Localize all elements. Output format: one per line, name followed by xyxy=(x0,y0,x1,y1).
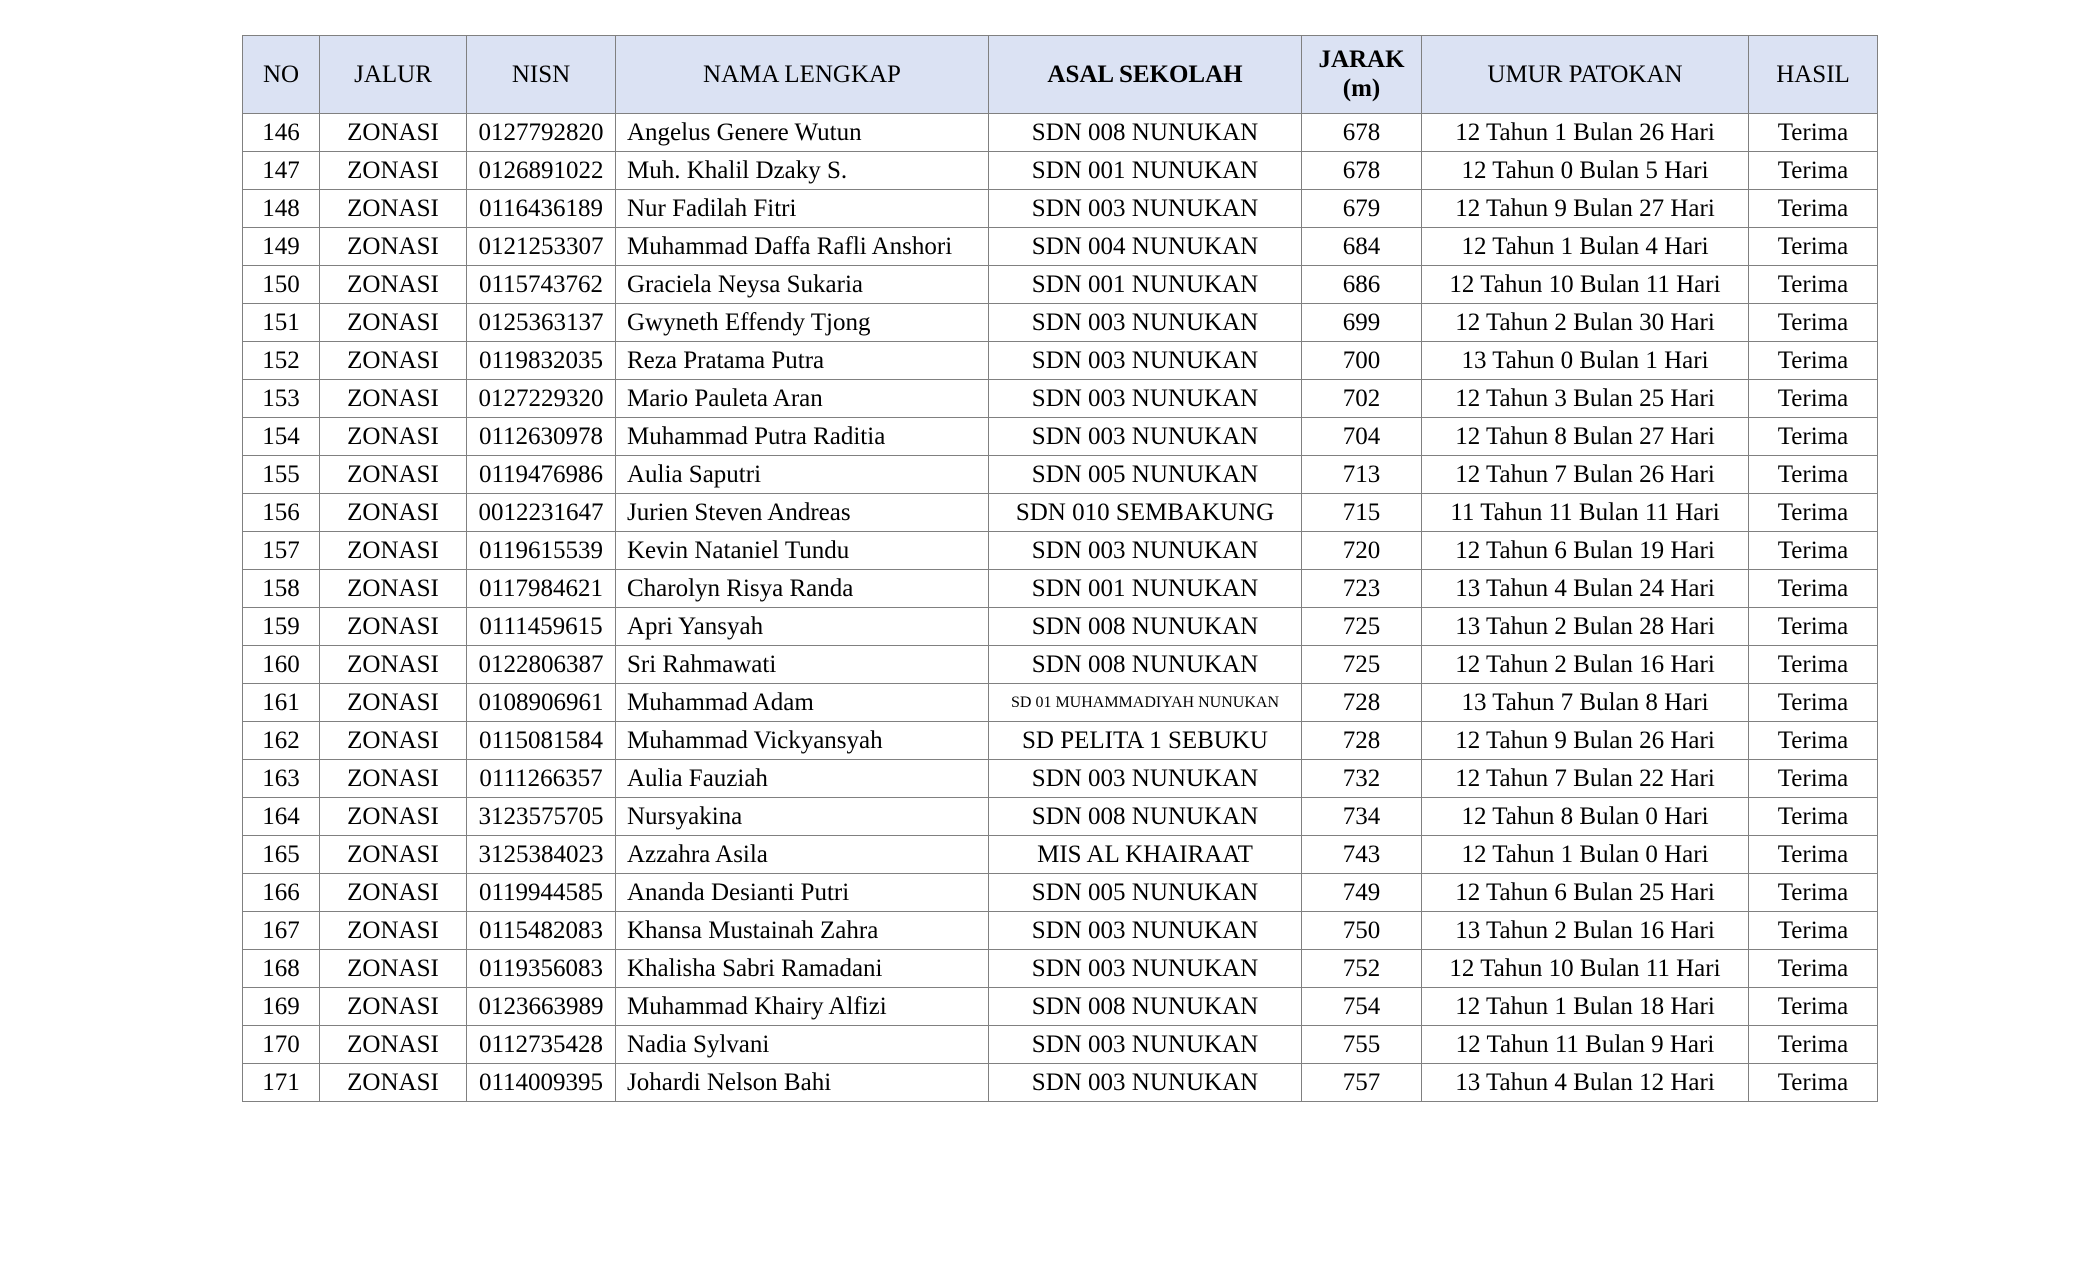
table-row xyxy=(243,342,1878,380)
cell-nama-lengkap: Nadia Sylvani xyxy=(616,1026,989,1064)
cell-jarak: 743 xyxy=(1302,836,1422,874)
cell-no: 170 xyxy=(243,1026,320,1064)
cell-umur-patokan: 12 Tahun 0 Bulan 5 Hari xyxy=(1422,152,1749,190)
cell-no: 161 xyxy=(243,684,320,722)
cell-hasil: Terima xyxy=(1749,912,1878,950)
admission-results-table xyxy=(242,35,1878,1102)
cell-asal-sekolah: SDN 008 NUNUKAN xyxy=(989,798,1302,836)
cell-jarak: 679 xyxy=(1302,190,1422,228)
table-row xyxy=(243,418,1878,456)
cell-jarak: 678 xyxy=(1302,152,1422,190)
cell-no: 162 xyxy=(243,722,320,760)
cell-umur-patokan: 12 Tahun 3 Bulan 25 Hari xyxy=(1422,380,1749,418)
cell-umur-patokan: 12 Tahun 7 Bulan 26 Hari xyxy=(1422,456,1749,494)
cell-jalur: ZONASI xyxy=(320,494,467,532)
cell-hasil: Terima xyxy=(1749,950,1878,988)
cell-nama-lengkap: Muhammad Putra Raditia xyxy=(616,418,989,456)
cell-nama-lengkap: Aulia Saputri xyxy=(616,456,989,494)
cell-no: 154 xyxy=(243,418,320,456)
cell-jarak: 750 xyxy=(1302,912,1422,950)
header-nama-lengkap: NAMA LENGKAP xyxy=(616,36,989,114)
cell-jarak: 684 xyxy=(1302,228,1422,266)
cell-nisn: 0115482083 xyxy=(467,912,616,950)
cell-jalur: ZONASI xyxy=(320,152,467,190)
cell-hasil: Terima xyxy=(1749,760,1878,798)
cell-nama-lengkap: Khansa Mustainah Zahra xyxy=(616,912,989,950)
cell-umur-patokan: 12 Tahun 1 Bulan 18 Hari xyxy=(1422,988,1749,1026)
cell-jalur: ZONASI xyxy=(320,228,467,266)
cell-asal-sekolah: SDN 003 NUNUKAN xyxy=(989,418,1302,456)
cell-nisn: 0121253307 xyxy=(467,228,616,266)
cell-hasil: Terima xyxy=(1749,608,1878,646)
table-row xyxy=(243,684,1878,722)
header-hasil: HASIL xyxy=(1749,36,1878,114)
header-no: NO xyxy=(243,36,320,114)
table-row xyxy=(243,570,1878,608)
cell-nama-lengkap: Charolyn Risya Randa xyxy=(616,570,989,608)
cell-umur-patokan: 12 Tahun 9 Bulan 27 Hari xyxy=(1422,190,1749,228)
cell-asal-sekolah: SD PELITA 1 SEBUKU xyxy=(989,722,1302,760)
cell-umur-patokan: 12 Tahun 8 Bulan 0 Hari xyxy=(1422,798,1749,836)
cell-jarak: 749 xyxy=(1302,874,1422,912)
cell-jarak: 734 xyxy=(1302,798,1422,836)
cell-umur-patokan: 12 Tahun 6 Bulan 19 Hari xyxy=(1422,532,1749,570)
cell-umur-patokan: 12 Tahun 6 Bulan 25 Hari xyxy=(1422,874,1749,912)
table-row xyxy=(243,304,1878,342)
cell-asal-sekolah: SDN 008 NUNUKAN xyxy=(989,646,1302,684)
cell-no: 151 xyxy=(243,304,320,342)
cell-umur-patokan: 12 Tahun 9 Bulan 26 Hari xyxy=(1422,722,1749,760)
cell-no: 157 xyxy=(243,532,320,570)
cell-nama-lengkap: Apri Yansyah xyxy=(616,608,989,646)
cell-hasil: Terima xyxy=(1749,798,1878,836)
cell-no: 167 xyxy=(243,912,320,950)
table-row xyxy=(243,456,1878,494)
header-jalur: JALUR xyxy=(320,36,467,114)
table-row xyxy=(243,722,1878,760)
table-row xyxy=(243,228,1878,266)
cell-hasil: Terima xyxy=(1749,456,1878,494)
cell-asal-sekolah: SDN 008 NUNUKAN xyxy=(989,988,1302,1026)
cell-hasil: Terima xyxy=(1749,1064,1878,1102)
cell-umur-patokan: 12 Tahun 2 Bulan 30 Hari xyxy=(1422,304,1749,342)
cell-nisn: 0119476986 xyxy=(467,456,616,494)
cell-umur-patokan: 12 Tahun 11 Bulan 9 Hari xyxy=(1422,1026,1749,1064)
table-row xyxy=(243,836,1878,874)
cell-asal-sekolah: SDN 008 NUNUKAN xyxy=(989,608,1302,646)
cell-jalur: ZONASI xyxy=(320,912,467,950)
cell-no: 152 xyxy=(243,342,320,380)
cell-umur-patokan: 13 Tahun 2 Bulan 16 Hari xyxy=(1422,912,1749,950)
cell-jalur: ZONASI xyxy=(320,456,467,494)
cell-asal-sekolah: SDN 003 NUNUKAN xyxy=(989,1064,1302,1102)
cell-jalur: ZONASI xyxy=(320,570,467,608)
cell-nama-lengkap: Jurien Steven Andreas xyxy=(616,494,989,532)
cell-jarak: 713 xyxy=(1302,456,1422,494)
cell-no: 148 xyxy=(243,190,320,228)
cell-jalur: ZONASI xyxy=(320,418,467,456)
table-row xyxy=(243,760,1878,798)
cell-jarak: 755 xyxy=(1302,1026,1422,1064)
cell-hasil: Terima xyxy=(1749,304,1878,342)
cell-asal-sekolah: SDN 003 NUNUKAN xyxy=(989,1026,1302,1064)
table-header-row xyxy=(243,36,1878,114)
cell-hasil: Terima xyxy=(1749,1026,1878,1064)
table-row xyxy=(243,950,1878,988)
table-row xyxy=(243,380,1878,418)
table-row xyxy=(243,152,1878,190)
cell-nisn: 0111266357 xyxy=(467,760,616,798)
cell-jalur: ZONASI xyxy=(320,532,467,570)
cell-asal-sekolah: SDN 001 NUNUKAN xyxy=(989,152,1302,190)
cell-jarak: 732 xyxy=(1302,760,1422,798)
cell-no: 171 xyxy=(243,1064,320,1102)
table-row xyxy=(243,532,1878,570)
cell-umur-patokan: 13 Tahun 4 Bulan 12 Hari xyxy=(1422,1064,1749,1102)
cell-jalur: ZONASI xyxy=(320,304,467,342)
table-row xyxy=(243,114,1878,152)
cell-hasil: Terima xyxy=(1749,988,1878,1026)
cell-jarak: 700 xyxy=(1302,342,1422,380)
cell-jarak: 720 xyxy=(1302,532,1422,570)
cell-no: 146 xyxy=(243,114,320,152)
cell-nisn: 0116436189 xyxy=(467,190,616,228)
cell-asal-sekolah: SDN 003 NUNUKAN xyxy=(989,760,1302,798)
table-row xyxy=(243,646,1878,684)
cell-nama-lengkap: Reza Pratama Putra xyxy=(616,342,989,380)
cell-nisn: 0119615539 xyxy=(467,532,616,570)
cell-jarak: 686 xyxy=(1302,266,1422,304)
header-jarak-label: JARAK xyxy=(1318,45,1405,73)
cell-umur-patokan: 11 Tahun 11 Bulan 11 Hari xyxy=(1422,494,1749,532)
table-row xyxy=(243,190,1878,228)
cell-umur-patokan: 13 Tahun 2 Bulan 28 Hari xyxy=(1422,608,1749,646)
cell-hasil: Terima xyxy=(1749,190,1878,228)
cell-jalur: ZONASI xyxy=(320,874,467,912)
cell-hasil: Terima xyxy=(1749,722,1878,760)
cell-jarak: 754 xyxy=(1302,988,1422,1026)
cell-asal-sekolah: SDN 003 NUNUKAN xyxy=(989,304,1302,342)
cell-nisn: 0127792820 xyxy=(467,114,616,152)
cell-jarak: 699 xyxy=(1302,304,1422,342)
table-row xyxy=(243,608,1878,646)
cell-hasil: Terima xyxy=(1749,874,1878,912)
cell-nisn: 0115081584 xyxy=(467,722,616,760)
cell-jarak: 715 xyxy=(1302,494,1422,532)
cell-no: 158 xyxy=(243,570,320,608)
cell-jarak: 702 xyxy=(1302,380,1422,418)
cell-hasil: Terima xyxy=(1749,532,1878,570)
cell-hasil: Terima xyxy=(1749,836,1878,874)
cell-no: 166 xyxy=(243,874,320,912)
cell-jarak: 752 xyxy=(1302,950,1422,988)
cell-nama-lengkap: Sri Rahmawati xyxy=(616,646,989,684)
cell-nisn: 0126891022 xyxy=(467,152,616,190)
cell-nama-lengkap: Azzahra Asila xyxy=(616,836,989,874)
cell-no: 165 xyxy=(243,836,320,874)
cell-hasil: Terima xyxy=(1749,266,1878,304)
cell-no: 156 xyxy=(243,494,320,532)
cell-hasil: Terima xyxy=(1749,342,1878,380)
cell-nisn: 0112630978 xyxy=(467,418,616,456)
cell-no: 149 xyxy=(243,228,320,266)
table-row xyxy=(243,494,1878,532)
cell-jalur: ZONASI xyxy=(320,798,467,836)
table-row xyxy=(243,1026,1878,1064)
cell-umur-patokan: 13 Tahun 4 Bulan 24 Hari xyxy=(1422,570,1749,608)
table-row xyxy=(243,874,1878,912)
cell-nisn: 0114009395 xyxy=(467,1064,616,1102)
cell-asal-sekolah: SDN 001 NUNUKAN xyxy=(989,266,1302,304)
cell-nama-lengkap: Muhammad Vickyansyah xyxy=(616,722,989,760)
cell-no: 169 xyxy=(243,988,320,1026)
cell-asal-sekolah: SDN 008 NUNUKAN xyxy=(989,114,1302,152)
cell-nama-lengkap: Aulia Fauziah xyxy=(616,760,989,798)
cell-jalur: ZONASI xyxy=(320,114,467,152)
table-row xyxy=(243,1064,1878,1102)
cell-nama-lengkap: Mario Pauleta Aran xyxy=(616,380,989,418)
cell-nama-lengkap: Nur Fadilah Fitri xyxy=(616,190,989,228)
cell-nisn: 0122806387 xyxy=(467,646,616,684)
cell-nisn: 3125384023 xyxy=(467,836,616,874)
cell-jarak: 728 xyxy=(1302,684,1422,722)
cell-no: 155 xyxy=(243,456,320,494)
cell-nisn: 0119832035 xyxy=(467,342,616,380)
cell-asal-sekolah: SD 01 MUHAMMADIYAH NUNUKAN xyxy=(989,684,1302,722)
cell-no: 168 xyxy=(243,950,320,988)
cell-umur-patokan: 12 Tahun 10 Bulan 11 Hari xyxy=(1422,950,1749,988)
cell-hasil: Terima xyxy=(1749,570,1878,608)
cell-nama-lengkap: Muhammad Khairy Alfizi xyxy=(616,988,989,1026)
header-umur-patokan: UMUR PATOKAN xyxy=(1422,36,1749,114)
cell-nama-lengkap: Muhammad Adam xyxy=(616,684,989,722)
cell-jalur: ZONASI xyxy=(320,722,467,760)
cell-jarak: 725 xyxy=(1302,646,1422,684)
cell-asal-sekolah: SDN 001 NUNUKAN xyxy=(989,570,1302,608)
cell-no: 147 xyxy=(243,152,320,190)
cell-jarak: 678 xyxy=(1302,114,1422,152)
results-table-container xyxy=(242,35,1878,1102)
cell-asal-sekolah: SDN 003 NUNUKAN xyxy=(989,912,1302,950)
cell-no: 164 xyxy=(243,798,320,836)
cell-umur-patokan: 12 Tahun 1 Bulan 0 Hari xyxy=(1422,836,1749,874)
cell-jalur: ZONASI xyxy=(320,950,467,988)
cell-nisn: 0119356083 xyxy=(467,950,616,988)
cell-jarak: 723 xyxy=(1302,570,1422,608)
cell-nisn: 3123575705 xyxy=(467,798,616,836)
cell-nisn: 0111459615 xyxy=(467,608,616,646)
cell-nisn: 0123663989 xyxy=(467,988,616,1026)
cell-no: 153 xyxy=(243,380,320,418)
cell-nisn: 0127229320 xyxy=(467,380,616,418)
cell-asal-sekolah: SDN 003 NUNUKAN xyxy=(989,380,1302,418)
cell-hasil: Terima xyxy=(1749,494,1878,532)
cell-no: 159 xyxy=(243,608,320,646)
cell-jalur: ZONASI xyxy=(320,1026,467,1064)
cell-umur-patokan: 13 Tahun 7 Bulan 8 Hari xyxy=(1422,684,1749,722)
cell-nama-lengkap: Khalisha Sabri Ramadani xyxy=(616,950,989,988)
cell-hasil: Terima xyxy=(1749,380,1878,418)
cell-nama-lengkap: Johardi Nelson Bahi xyxy=(616,1064,989,1102)
cell-hasil: Terima xyxy=(1749,152,1878,190)
cell-umur-patokan: 12 Tahun 7 Bulan 22 Hari xyxy=(1422,760,1749,798)
cell-no: 160 xyxy=(243,646,320,684)
cell-asal-sekolah: SDN 003 NUNUKAN xyxy=(989,950,1302,988)
cell-asal-sekolah: SDN 005 NUNUKAN xyxy=(989,456,1302,494)
cell-nisn: 0115743762 xyxy=(467,266,616,304)
cell-umur-patokan: 12 Tahun 10 Bulan 11 Hari xyxy=(1422,266,1749,304)
cell-jalur: ZONASI xyxy=(320,684,467,722)
cell-hasil: Terima xyxy=(1749,114,1878,152)
cell-jarak: 728 xyxy=(1302,722,1422,760)
cell-jalur: ZONASI xyxy=(320,760,467,798)
header-jarak-unit: (m) xyxy=(1342,74,1381,102)
cell-umur-patokan: 12 Tahun 2 Bulan 16 Hari xyxy=(1422,646,1749,684)
cell-nama-lengkap: Muh. Khalil Dzaky S. xyxy=(616,152,989,190)
table-row xyxy=(243,266,1878,304)
cell-hasil: Terima xyxy=(1749,418,1878,456)
cell-jalur: ZONASI xyxy=(320,342,467,380)
cell-nisn: 0119944585 xyxy=(467,874,616,912)
cell-umur-patokan: 12 Tahun 1 Bulan 26 Hari xyxy=(1422,114,1749,152)
cell-hasil: Terima xyxy=(1749,646,1878,684)
cell-jalur: ZONASI xyxy=(320,1064,467,1102)
cell-nisn: 0012231647 xyxy=(467,494,616,532)
cell-nama-lengkap: Gwyneth Effendy Tjong xyxy=(616,304,989,342)
cell-jalur: ZONASI xyxy=(320,988,467,1026)
cell-hasil: Terima xyxy=(1749,228,1878,266)
cell-nama-lengkap: Nursyakina xyxy=(616,798,989,836)
cell-asal-sekolah: MIS AL KHAIRAAT xyxy=(989,836,1302,874)
cell-no: 163 xyxy=(243,760,320,798)
table-row xyxy=(243,988,1878,1026)
cell-hasil: Terima xyxy=(1749,684,1878,722)
table-row xyxy=(243,912,1878,950)
cell-asal-sekolah: SDN 003 NUNUKAN xyxy=(989,190,1302,228)
header-jarak xyxy=(1302,36,1422,114)
header-asal-sekolah: ASAL SEKOLAH xyxy=(989,36,1302,114)
cell-no: 150 xyxy=(243,266,320,304)
cell-nisn: 0108906961 xyxy=(467,684,616,722)
cell-asal-sekolah: SDN 003 NUNUKAN xyxy=(989,532,1302,570)
cell-asal-sekolah: SDN 004 NUNUKAN xyxy=(989,228,1302,266)
cell-jalur: ZONASI xyxy=(320,608,467,646)
cell-jarak: 725 xyxy=(1302,608,1422,646)
cell-jalur: ZONASI xyxy=(320,836,467,874)
cell-jarak: 757 xyxy=(1302,1064,1422,1102)
cell-umur-patokan: 12 Tahun 1 Bulan 4 Hari xyxy=(1422,228,1749,266)
cell-umur-patokan: 13 Tahun 0 Bulan 1 Hari xyxy=(1422,342,1749,380)
cell-jarak: 704 xyxy=(1302,418,1422,456)
cell-nama-lengkap: Kevin Nataniel Tundu xyxy=(616,532,989,570)
cell-nama-lengkap: Graciela Neysa Sukaria xyxy=(616,266,989,304)
table-body xyxy=(243,114,1878,1102)
header-nisn: NISN xyxy=(467,36,616,114)
cell-asal-sekolah: SDN 005 NUNUKAN xyxy=(989,874,1302,912)
cell-jalur: ZONASI xyxy=(320,380,467,418)
cell-nisn: 0112735428 xyxy=(467,1026,616,1064)
cell-jalur: ZONASI xyxy=(320,646,467,684)
cell-jalur: ZONASI xyxy=(320,190,467,228)
cell-nama-lengkap: Angelus Genere Wutun xyxy=(616,114,989,152)
cell-nama-lengkap: Muhammad Daffa Rafli Anshori xyxy=(616,228,989,266)
cell-asal-sekolah: SDN 003 NUNUKAN xyxy=(989,342,1302,380)
table-row xyxy=(243,798,1878,836)
cell-nisn: 0117984621 xyxy=(467,570,616,608)
cell-umur-patokan: 12 Tahun 8 Bulan 27 Hari xyxy=(1422,418,1749,456)
cell-nama-lengkap: Ananda Desianti Putri xyxy=(616,874,989,912)
cell-jalur: ZONASI xyxy=(320,266,467,304)
cell-asal-sekolah: SDN 010 SEMBAKUNG xyxy=(989,494,1302,532)
cell-nisn: 0125363137 xyxy=(467,304,616,342)
